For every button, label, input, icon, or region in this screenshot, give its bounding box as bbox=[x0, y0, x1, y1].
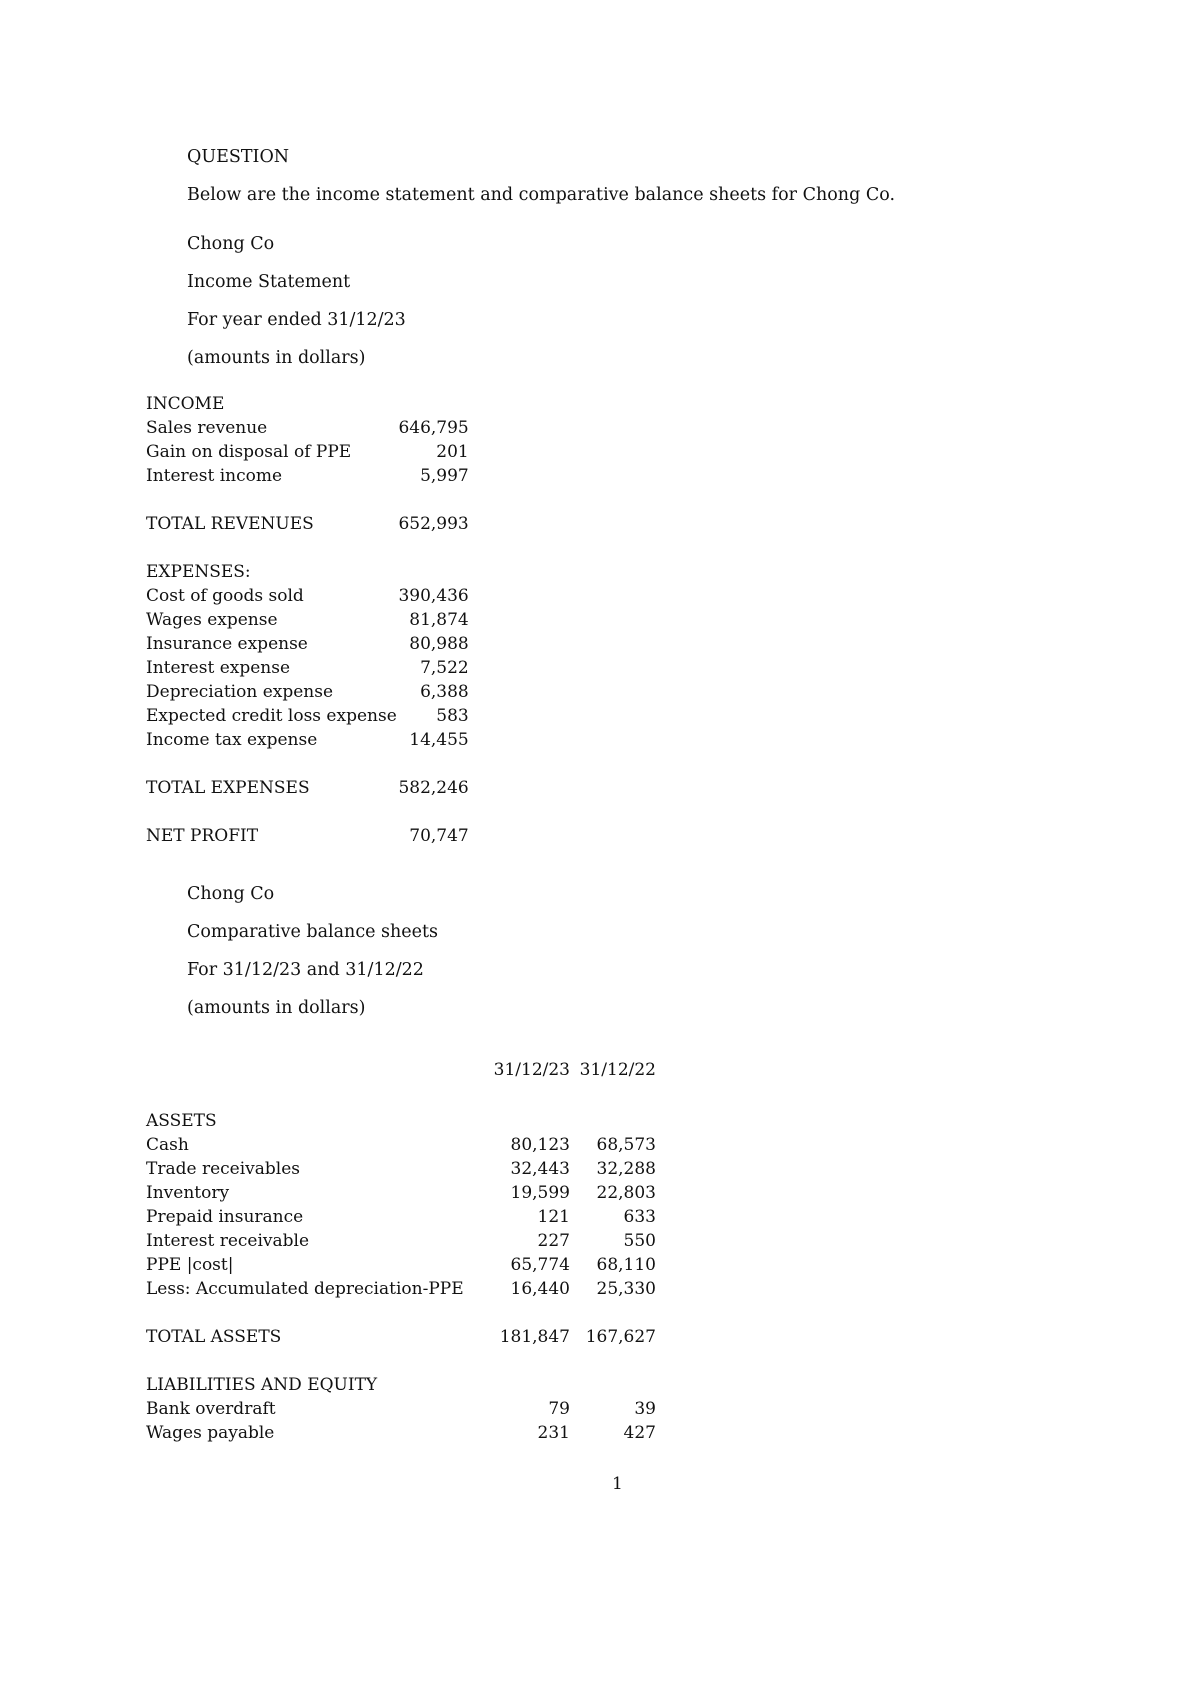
amount-2023: 227 bbox=[537, 1231, 570, 1251]
balance-sheet-period: For 31/12/23 and 31/12/22 bbox=[187, 960, 424, 980]
row-amount: 6,388 bbox=[420, 682, 469, 702]
balance-row bbox=[146, 1421, 656, 1445]
income-company-name: Chong Co bbox=[187, 234, 275, 254]
amount-2023: 231 bbox=[537, 1423, 570, 1443]
spacer-cell bbox=[146, 536, 469, 560]
balance-row bbox=[146, 1109, 656, 1133]
row-label: Less: Accumulated depreciation-PPE bbox=[146, 1279, 464, 1299]
row-amount: 81,874 bbox=[409, 610, 469, 630]
spacer-row bbox=[146, 1301, 656, 1325]
row-label: Trade receivables bbox=[146, 1159, 300, 1179]
row-label: Wages expense bbox=[146, 610, 278, 630]
amount-2022: 32,288 bbox=[596, 1159, 656, 1179]
amount-2022: 22,803 bbox=[596, 1183, 656, 1203]
row-amount bbox=[397, 560, 469, 584]
row-label: ASSETS bbox=[146, 1111, 217, 1131]
income-statement-table bbox=[146, 392, 469, 848]
income-statement-period: For year ended 31/12/23 bbox=[187, 310, 406, 330]
row-label: INCOME bbox=[146, 394, 225, 414]
income-row bbox=[146, 728, 469, 752]
balance-row bbox=[146, 1277, 656, 1301]
balance-sheet-title: Comparative balance sheets bbox=[187, 922, 439, 942]
balance-row bbox=[146, 1157, 656, 1181]
amount-2023 bbox=[486, 1109, 570, 1133]
row-amount: 652,993 bbox=[398, 514, 469, 534]
spacer-row bbox=[146, 536, 469, 560]
row-label: Wages payable bbox=[146, 1423, 275, 1443]
income-row bbox=[146, 440, 469, 464]
row-label: TOTAL ASSETS bbox=[146, 1327, 282, 1347]
row-amount: 583 bbox=[436, 706, 469, 726]
amount-2022 bbox=[570, 1373, 656, 1397]
row-label: Cash bbox=[146, 1135, 189, 1155]
row-label: Bank overdraft bbox=[146, 1399, 276, 1419]
income-row bbox=[146, 584, 469, 608]
balance-row bbox=[146, 1205, 656, 1229]
balance-row bbox=[146, 1229, 656, 1253]
amount-2023: 32,443 bbox=[510, 1159, 570, 1179]
income-row bbox=[146, 680, 469, 704]
row-label: Depreciation expense bbox=[146, 682, 334, 702]
income-row bbox=[146, 704, 469, 728]
income-row bbox=[146, 416, 469, 440]
row-label: PPE |cost| bbox=[146, 1255, 234, 1275]
balance-row bbox=[146, 1325, 656, 1349]
balance-row bbox=[146, 1181, 656, 1205]
amount-2023: 79 bbox=[548, 1399, 570, 1419]
question-heading: QUESTION bbox=[187, 147, 290, 167]
amount-2023: 19,599 bbox=[510, 1183, 570, 1203]
spacer-cell bbox=[146, 800, 469, 824]
balance-sheet-column-headers bbox=[486, 1060, 656, 1080]
row-label: Insurance expense bbox=[146, 634, 308, 654]
income-row bbox=[146, 824, 469, 848]
row-amount: 7,522 bbox=[420, 658, 469, 678]
amount-2022: 68,110 bbox=[596, 1255, 656, 1275]
income-row bbox=[146, 464, 469, 488]
amount-2022: 39 bbox=[634, 1399, 656, 1419]
balance-row bbox=[146, 1133, 656, 1157]
balance-row bbox=[146, 1253, 656, 1277]
page-number: 1 bbox=[612, 1474, 623, 1494]
row-label: Inventory bbox=[146, 1183, 230, 1203]
column-header-2022: 31/12/22 bbox=[579, 1060, 656, 1080]
amount-2022: 167,627 bbox=[585, 1327, 656, 1347]
amount-2022: 427 bbox=[623, 1423, 656, 1443]
income-row bbox=[146, 608, 469, 632]
income-row bbox=[146, 392, 469, 416]
spacer-cell bbox=[146, 1301, 656, 1325]
income-row bbox=[146, 656, 469, 680]
income-row bbox=[146, 512, 469, 536]
row-label: NET PROFIT bbox=[146, 826, 259, 846]
row-label: Income tax expense bbox=[146, 730, 318, 750]
question-text: Below are the income statement and comparative balance sheets for Chong Co. bbox=[187, 185, 896, 205]
row-amount: 646,795 bbox=[398, 418, 469, 438]
income-statement-units: (amounts in dollars) bbox=[187, 348, 366, 368]
row-label: TOTAL EXPENSES bbox=[146, 778, 310, 798]
row-label: Sales revenue bbox=[146, 418, 268, 438]
row-label: Interest receivable bbox=[146, 1231, 310, 1251]
spacer-row bbox=[146, 752, 469, 776]
amount-2023: 16,440 bbox=[510, 1279, 570, 1299]
income-row bbox=[146, 776, 469, 800]
balance-row bbox=[146, 1397, 656, 1421]
row-amount: 582,246 bbox=[398, 778, 469, 798]
row-label: EXPENSES: bbox=[146, 562, 251, 582]
balance-row bbox=[146, 1373, 656, 1397]
row-label: LIABILITIES AND EQUITY bbox=[146, 1375, 378, 1395]
amount-2023: 80,123 bbox=[510, 1135, 570, 1155]
spacer-row bbox=[146, 1349, 656, 1373]
spacer-cell bbox=[146, 752, 469, 776]
row-amount: 70,747 bbox=[409, 826, 469, 846]
income-row bbox=[146, 560, 469, 584]
row-label: Prepaid insurance bbox=[146, 1207, 304, 1227]
income-statement-title: Income Statement bbox=[187, 272, 351, 292]
row-label: Expected credit loss expense bbox=[146, 706, 397, 726]
column-header-2023: 31/12/23 bbox=[493, 1060, 570, 1080]
amount-2022: 68,573 bbox=[596, 1135, 656, 1155]
row-amount: 5,997 bbox=[420, 466, 469, 486]
amount-2022: 633 bbox=[623, 1207, 656, 1227]
amount-2023: 65,774 bbox=[510, 1255, 570, 1275]
row-label: Cost of goods sold bbox=[146, 586, 304, 606]
row-label: Interest expense bbox=[146, 658, 291, 678]
balance-sheet-table bbox=[146, 1109, 656, 1445]
row-amount bbox=[397, 392, 469, 416]
balance-sheet-units: (amounts in dollars) bbox=[187, 998, 366, 1018]
spacer-row bbox=[146, 800, 469, 824]
row-label: Interest income bbox=[146, 466, 283, 486]
spacer-cell bbox=[146, 1349, 656, 1373]
row-label: TOTAL REVENUES bbox=[146, 514, 314, 534]
amount-2022 bbox=[570, 1109, 656, 1133]
amount-2023: 121 bbox=[537, 1207, 570, 1227]
amount-2023 bbox=[486, 1373, 570, 1397]
amount-2022: 550 bbox=[623, 1231, 656, 1251]
amount-2023: 181,847 bbox=[499, 1327, 570, 1347]
row-label: Gain on disposal of PPE bbox=[146, 442, 352, 462]
row-amount: 14,455 bbox=[409, 730, 469, 750]
row-amount: 390,436 bbox=[398, 586, 469, 606]
amount-2022: 25,330 bbox=[596, 1279, 656, 1299]
balance-company-name: Chong Co bbox=[187, 884, 275, 904]
row-amount: 201 bbox=[436, 442, 469, 462]
income-row bbox=[146, 632, 469, 656]
row-amount: 80,988 bbox=[409, 634, 469, 654]
spacer-row bbox=[146, 488, 469, 512]
spacer-cell bbox=[146, 488, 469, 512]
